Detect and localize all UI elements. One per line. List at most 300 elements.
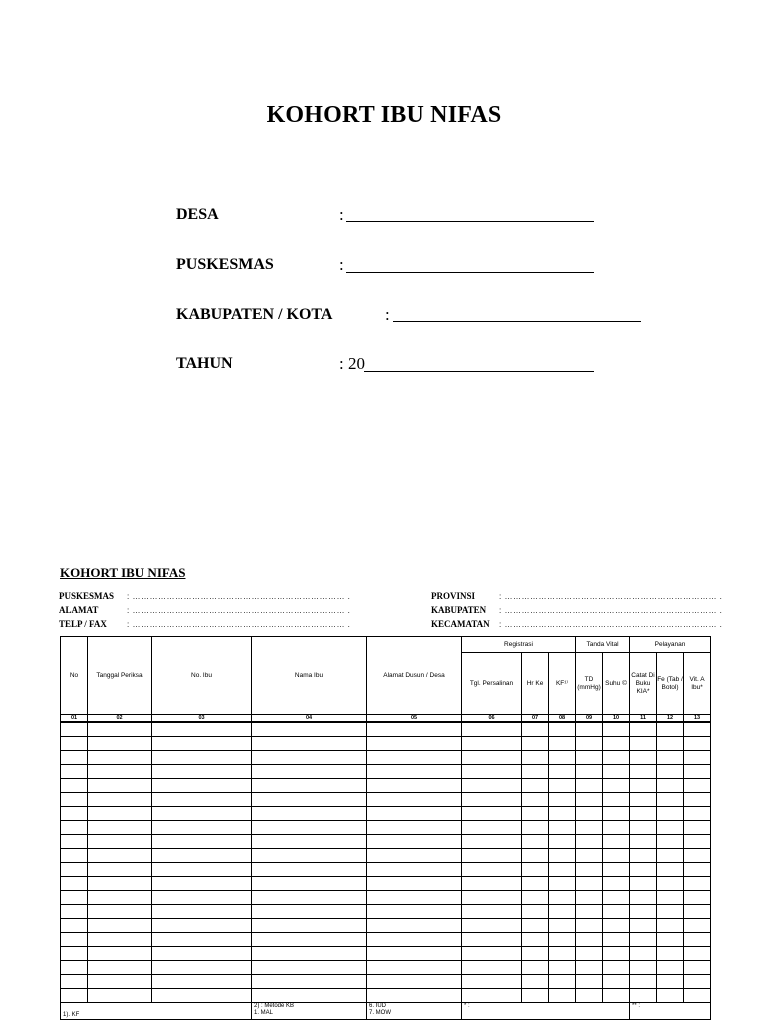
table-cell[interactable]: [522, 877, 549, 891]
table-cell[interactable]: [88, 877, 152, 891]
table-cell[interactable]: [61, 933, 88, 947]
table-cell[interactable]: [684, 821, 711, 835]
table-cell[interactable]: [549, 989, 576, 1003]
table-row: [61, 975, 711, 989]
table-cell[interactable]: [630, 737, 657, 751]
table-cell[interactable]: [252, 793, 367, 807]
table-cell[interactable]: [630, 751, 657, 765]
table-cell[interactable]: [462, 722, 522, 737]
field-line-tahun[interactable]: [364, 370, 594, 372]
field-line-puskesmas[interactable]: [346, 271, 594, 273]
table-cell[interactable]: [252, 765, 367, 779]
table-cell[interactable]: [549, 961, 576, 975]
table-cell[interactable]: [61, 835, 88, 849]
table-cell[interactable]: [152, 751, 252, 765]
table-cell[interactable]: [367, 961, 462, 975]
table-cell[interactable]: [367, 975, 462, 989]
table-cell[interactable]: [88, 989, 152, 1003]
table-cell[interactable]: [252, 877, 367, 891]
field-colon-puskesmas: :: [339, 255, 344, 274]
table-cell[interactable]: [252, 961, 367, 975]
table-cell[interactable]: [657, 947, 684, 961]
col-header-catat: Catat Di Buku KIA*: [630, 653, 657, 715]
table-row: [61, 793, 711, 807]
table-cell[interactable]: [549, 849, 576, 863]
table-cell[interactable]: [522, 933, 549, 947]
table-cell[interactable]: [367, 863, 462, 877]
table-cell[interactable]: [603, 751, 630, 765]
table-cell[interactable]: [522, 807, 549, 821]
table-cell[interactable]: [549, 919, 576, 933]
table-cell[interactable]: [88, 722, 152, 737]
table-cell[interactable]: [684, 891, 711, 905]
table-cell[interactable]: [576, 751, 603, 765]
table-cell[interactable]: [61, 961, 88, 975]
table-cell[interactable]: [152, 765, 252, 779]
table-cell[interactable]: [252, 975, 367, 989]
table-row: [61, 947, 711, 961]
table-cell[interactable]: [462, 835, 522, 849]
table-cell[interactable]: [549, 751, 576, 765]
table-cell[interactable]: [522, 905, 549, 919]
table-cell[interactable]: [88, 779, 152, 793]
table-cell[interactable]: [657, 905, 684, 919]
table-cell[interactable]: [252, 821, 367, 835]
table-cell[interactable]: [462, 807, 522, 821]
table-cell[interactable]: [603, 989, 630, 1003]
table-cell[interactable]: [603, 722, 630, 737]
table-cell[interactable]: [462, 821, 522, 835]
table-cell[interactable]: [630, 975, 657, 989]
table-cell[interactable]: [88, 947, 152, 961]
table-cell[interactable]: [88, 835, 152, 849]
table-cell[interactable]: [152, 863, 252, 877]
table-cell[interactable]: [252, 751, 367, 765]
table-row: [61, 737, 711, 751]
table-cell[interactable]: [462, 989, 522, 1003]
table-cell[interactable]: [88, 793, 152, 807]
table-cell[interactable]: [61, 821, 88, 835]
table-cell[interactable]: [61, 807, 88, 821]
table-cell[interactable]: [367, 989, 462, 1003]
table-cell[interactable]: [88, 849, 152, 863]
table-cell[interactable]: [684, 919, 711, 933]
table-cell[interactable]: [630, 961, 657, 975]
table-cell[interactable]: [657, 765, 684, 779]
table-cell[interactable]: [603, 975, 630, 989]
table-cell[interactable]: [576, 989, 603, 1003]
table-cell[interactable]: [576, 722, 603, 737]
table-cell[interactable]: [152, 989, 252, 1003]
table-cell[interactable]: [657, 821, 684, 835]
table-cell[interactable]: [462, 919, 522, 933]
table-cell[interactable]: [61, 975, 88, 989]
table-cell[interactable]: [684, 961, 711, 975]
table-cell[interactable]: [522, 961, 549, 975]
table-cell[interactable]: [603, 779, 630, 793]
field-line-kabupaten[interactable]: [393, 320, 641, 322]
table-cell[interactable]: [522, 722, 549, 737]
table-cell[interactable]: [252, 835, 367, 849]
table-cell[interactable]: [630, 947, 657, 961]
table-cell[interactable]: [657, 933, 684, 947]
table-cell[interactable]: [657, 891, 684, 905]
footer-mow: 7. MOW: [369, 1010, 391, 1016]
table-cell[interactable]: [576, 877, 603, 891]
table-cell[interactable]: [603, 863, 630, 877]
col-number: 01: [61, 715, 88, 723]
table-cell[interactable]: [549, 891, 576, 905]
table-cell[interactable]: [603, 905, 630, 919]
table-row: [61, 835, 711, 849]
table-cell[interactable]: [88, 751, 152, 765]
col-header-td: TD (mmHg): [576, 653, 603, 715]
table-cell[interactable]: [522, 975, 549, 989]
table-cell[interactable]: [367, 905, 462, 919]
table-cell[interactable]: [61, 989, 88, 1003]
col-header-fe: Fe (Tab / Botol): [657, 653, 684, 715]
meta-dots-kecamatan: : ………………………………………………………………… .: [499, 620, 723, 629]
table-cell[interactable]: [367, 765, 462, 779]
column-number-row: [61, 715, 711, 723]
table-row: [61, 891, 711, 905]
table-cell[interactable]: [152, 793, 252, 807]
table-cell[interactable]: [603, 947, 630, 961]
table-cell[interactable]: [88, 737, 152, 751]
table-cell[interactable]: [684, 779, 711, 793]
table-cell[interactable]: [152, 722, 252, 737]
table-cell[interactable]: [657, 849, 684, 863]
table-cell[interactable]: [88, 807, 152, 821]
table-cell[interactable]: [152, 933, 252, 947]
table-cell[interactable]: [576, 737, 603, 751]
field-line-desa[interactable]: [346, 220, 594, 222]
table-cell[interactable]: [630, 793, 657, 807]
table-cell[interactable]: [630, 933, 657, 947]
col-header-hr-ke: Hr Ke: [522, 653, 549, 715]
col-header-no: No: [61, 637, 88, 715]
table-cell[interactable]: [522, 793, 549, 807]
table-cell[interactable]: [462, 975, 522, 989]
table-cell[interactable]: [603, 807, 630, 821]
table-cell[interactable]: [684, 933, 711, 947]
table-cell[interactable]: [522, 989, 549, 1003]
table-cell[interactable]: [549, 821, 576, 835]
footer-metode-kb: 2) : Metode KB: [254, 1003, 295, 1009]
table-cell[interactable]: [61, 905, 88, 919]
table-cell[interactable]: [152, 905, 252, 919]
table-cell[interactable]: [522, 835, 549, 849]
table-cell[interactable]: [367, 821, 462, 835]
table-cell[interactable]: [549, 905, 576, 919]
table-cell[interactable]: [462, 891, 522, 905]
table-cell[interactable]: [576, 821, 603, 835]
table-cell[interactable]: [367, 877, 462, 891]
table-row: [61, 933, 711, 947]
table-cell[interactable]: [152, 849, 252, 863]
meta-label-alamat: ALAMAT: [59, 605, 99, 615]
table-cell[interactable]: [603, 933, 630, 947]
table-cell[interactable]: [152, 779, 252, 793]
table-cell[interactable]: [630, 765, 657, 779]
table-cell[interactable]: [462, 737, 522, 751]
table-cell[interactable]: [522, 821, 549, 835]
table-cell[interactable]: [462, 947, 522, 961]
table-cell[interactable]: [549, 835, 576, 849]
table-cell[interactable]: [252, 737, 367, 751]
table-cell[interactable]: [576, 863, 603, 877]
table-cell[interactable]: [252, 919, 367, 933]
table-cell[interactable]: [252, 989, 367, 1003]
table-cell[interactable]: [657, 722, 684, 737]
table-cell[interactable]: [549, 722, 576, 737]
table-cell[interactable]: [61, 793, 88, 807]
table-cell[interactable]: [549, 877, 576, 891]
table-row: [61, 919, 711, 933]
table-cell[interactable]: [576, 807, 603, 821]
table-cell[interactable]: [603, 821, 630, 835]
table-cell[interactable]: [630, 821, 657, 835]
table-cell[interactable]: [576, 891, 603, 905]
table-cell[interactable]: [684, 975, 711, 989]
table-cell[interactable]: [630, 722, 657, 737]
table-cell[interactable]: [88, 975, 152, 989]
table-cell[interactable]: [630, 779, 657, 793]
table-cell[interactable]: [576, 933, 603, 947]
table-cell[interactable]: [252, 891, 367, 905]
table-cell[interactable]: [603, 961, 630, 975]
table-cell[interactable]: [657, 863, 684, 877]
table-cell[interactable]: [522, 751, 549, 765]
table-cell[interactable]: [657, 737, 684, 751]
table-cell[interactable]: [657, 779, 684, 793]
table-cell[interactable]: [61, 737, 88, 751]
table-cell[interactable]: [61, 751, 88, 765]
table-row: [61, 779, 711, 793]
table-cell[interactable]: [684, 877, 711, 891]
table-cell[interactable]: [367, 891, 462, 905]
table-cell[interactable]: [88, 891, 152, 905]
table-cell[interactable]: [549, 947, 576, 961]
table-cell[interactable]: [576, 961, 603, 975]
table-cell[interactable]: [576, 765, 603, 779]
table-cell[interactable]: [152, 835, 252, 849]
table-cell[interactable]: [367, 793, 462, 807]
table-cell[interactable]: [657, 835, 684, 849]
table-cell[interactable]: [657, 793, 684, 807]
table-cell[interactable]: [684, 793, 711, 807]
table-cell[interactable]: [522, 779, 549, 793]
table-cell[interactable]: [630, 905, 657, 919]
table-cell[interactable]: [61, 877, 88, 891]
table-cell[interactable]: [684, 905, 711, 919]
table-cell[interactable]: [367, 737, 462, 751]
table-cell[interactable]: [603, 891, 630, 905]
table-cell[interactable]: [61, 863, 88, 877]
col-header-suhu: Suhu ©: [603, 653, 630, 715]
table-cell[interactable]: [603, 919, 630, 933]
table-cell[interactable]: [603, 765, 630, 779]
table-cell[interactable]: [549, 975, 576, 989]
table-cell[interactable]: [462, 793, 522, 807]
meta-label-kabupaten: KABUPATEN: [431, 605, 487, 615]
table-cell[interactable]: [61, 891, 88, 905]
table-cell[interactable]: [549, 863, 576, 877]
table-cell[interactable]: [252, 905, 367, 919]
table-cell[interactable]: [657, 919, 684, 933]
table-cell[interactable]: [88, 961, 152, 975]
table-cell[interactable]: [684, 722, 711, 737]
table-cell[interactable]: [88, 905, 152, 919]
table-cell[interactable]: [684, 807, 711, 821]
table-cell[interactable]: [61, 722, 88, 737]
table-cell[interactable]: [152, 737, 252, 751]
table-row: [61, 989, 711, 1003]
table-cell[interactable]: [630, 807, 657, 821]
table-cell[interactable]: [367, 933, 462, 947]
table-cell[interactable]: [61, 947, 88, 961]
table-cell[interactable]: [367, 807, 462, 821]
table-cell[interactable]: [61, 849, 88, 863]
table-cell[interactable]: [576, 919, 603, 933]
table-cell[interactable]: [603, 793, 630, 807]
table-cell[interactable]: [367, 722, 462, 737]
table-cell[interactable]: [630, 877, 657, 891]
col-header-tanggal: Tanggal Periksa: [88, 637, 152, 715]
table-cell[interactable]: [462, 877, 522, 891]
table-cell[interactable]: [367, 779, 462, 793]
table-cell[interactable]: [252, 779, 367, 793]
table-cell[interactable]: [657, 807, 684, 821]
table-cell[interactable]: [462, 765, 522, 779]
table-cell[interactable]: [549, 779, 576, 793]
table-cell[interactable]: [549, 737, 576, 751]
table-cell[interactable]: [522, 737, 549, 751]
table-cell[interactable]: [367, 947, 462, 961]
table-cell[interactable]: [252, 722, 367, 737]
table-cell[interactable]: [657, 961, 684, 975]
table-cell[interactable]: [522, 863, 549, 877]
table-cell[interactable]: [152, 821, 252, 835]
table-cell[interactable]: [367, 919, 462, 933]
table-cell[interactable]: [152, 947, 252, 961]
table-cell[interactable]: [657, 975, 684, 989]
table-cell[interactable]: [603, 835, 630, 849]
table-cell[interactable]: [367, 849, 462, 863]
table-cell[interactable]: [603, 849, 630, 863]
table-cell[interactable]: [152, 975, 252, 989]
footer-iud: 6. IUD: [369, 1003, 387, 1009]
table-cell[interactable]: [462, 751, 522, 765]
table-cell[interactable]: [152, 961, 252, 975]
table-cell[interactable]: [576, 793, 603, 807]
table-cell[interactable]: [657, 751, 684, 765]
table-cell[interactable]: [522, 849, 549, 863]
table-cell[interactable]: [522, 919, 549, 933]
table-cell[interactable]: [88, 863, 152, 877]
table-cell[interactable]: [549, 793, 576, 807]
table-cell[interactable]: [462, 863, 522, 877]
table-cell[interactable]: [522, 947, 549, 961]
table-cell[interactable]: [630, 989, 657, 1003]
table-cell[interactable]: [367, 835, 462, 849]
table-cell[interactable]: [462, 779, 522, 793]
table-cell[interactable]: [88, 765, 152, 779]
table-row: [61, 961, 711, 975]
table-cell[interactable]: [252, 807, 367, 821]
table-cell[interactable]: [603, 877, 630, 891]
table-cell[interactable]: [576, 975, 603, 989]
table-cell[interactable]: [630, 849, 657, 863]
table-cell[interactable]: [152, 807, 252, 821]
table-cell[interactable]: [576, 835, 603, 849]
table-cell[interactable]: [549, 765, 576, 779]
table-cell[interactable]: [630, 891, 657, 905]
table-cell[interactable]: [252, 933, 367, 947]
table-cell[interactable]: [522, 765, 549, 779]
table-cell[interactable]: [549, 807, 576, 821]
table-cell[interactable]: [252, 863, 367, 877]
table-cell[interactable]: [684, 765, 711, 779]
table-cell[interactable]: [61, 779, 88, 793]
table-cell[interactable]: [684, 751, 711, 765]
table-cell[interactable]: [630, 835, 657, 849]
table-cell[interactable]: [657, 989, 684, 1003]
table-cell[interactable]: [549, 933, 576, 947]
field-colon-desa: :: [339, 205, 344, 224]
table-cell[interactable]: [462, 933, 522, 947]
table-cell[interactable]: [88, 919, 152, 933]
table-cell[interactable]: [152, 919, 252, 933]
table-cell[interactable]: [576, 905, 603, 919]
table-cell[interactable]: [576, 947, 603, 961]
col-number: 05: [367, 715, 462, 723]
table-cell[interactable]: [576, 849, 603, 863]
table-cell[interactable]: [462, 905, 522, 919]
table-cell[interactable]: [367, 751, 462, 765]
table-cell[interactable]: [576, 779, 603, 793]
table-cell[interactable]: [61, 765, 88, 779]
meta-label-puskesmas: PUSKESMAS: [59, 591, 115, 601]
table-cell[interactable]: [684, 849, 711, 863]
table-cell[interactable]: [462, 961, 522, 975]
table-cell[interactable]: [88, 821, 152, 835]
table-cell[interactable]: [252, 849, 367, 863]
table-cell[interactable]: [88, 933, 152, 947]
table-cell[interactable]: [252, 947, 367, 961]
table-cell[interactable]: [684, 863, 711, 877]
field-colon-tahun: : 20: [339, 354, 365, 373]
table-cell[interactable]: [603, 737, 630, 751]
table-cell[interactable]: [657, 877, 684, 891]
table-cell[interactable]: [684, 835, 711, 849]
table-cell[interactable]: [630, 863, 657, 877]
col-header-no-ibu: No. Ibu: [152, 637, 252, 715]
meta-label-kecamatan: KECAMATAN: [431, 619, 490, 629]
table-cell[interactable]: [152, 891, 252, 905]
table-cell[interactable]: [630, 919, 657, 933]
table-row: [61, 751, 711, 765]
group-header-registrasi: Registrasi: [462, 637, 576, 653]
col-number: 10: [603, 715, 630, 723]
table-cell[interactable]: [684, 989, 711, 1003]
table-cell[interactable]: [61, 919, 88, 933]
table-cell[interactable]: [462, 849, 522, 863]
table-cell[interactable]: [522, 891, 549, 905]
table-cell[interactable]: [152, 877, 252, 891]
table-cell[interactable]: [684, 947, 711, 961]
table-cell[interactable]: [684, 737, 711, 751]
